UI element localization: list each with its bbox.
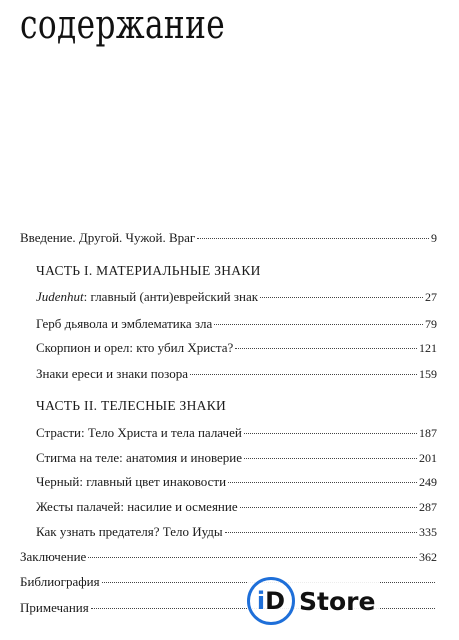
toc-entry-label: Введение. Другой. Чужой. Враг [20,230,196,245]
dot-leader [244,433,417,434]
toc-entry-judas[interactable] [36,524,437,540]
idstore-watermark [247,577,379,625]
toc-page-number: 27 [425,290,437,304]
logo-letter-i: i [256,587,266,615]
toc-entry-gestures[interactable] [36,499,437,515]
dot-leader [225,532,417,533]
idstore-logo-text: Store [299,586,376,616]
dot-leader [260,297,423,298]
toc-entry-label: Стигма на теле: анатомия и иноверие [36,450,243,465]
toc-entry-label-italic: Judenhut [36,289,84,304]
toc-page-number: 249 [419,475,437,489]
dot-leader [88,557,417,558]
toc-entry-label [36,289,258,305]
logo-letter-d: D [265,587,286,615]
dot-leader [244,458,417,459]
toc-page-number: 335 [419,525,437,539]
toc-entry-label: Библиография [20,574,100,589]
dot-leader [190,374,417,375]
dot-leader [197,238,429,239]
toc-page-number: 201 [419,451,437,465]
dot-leader [240,507,417,508]
part-heading-1: ЧАСТЬ I. МАТЕРИАЛЬНЫЕ ЗНАКИ [36,263,261,278]
toc-page-number: 287 [419,500,437,514]
toc-entry-label: Черный: главный цвет инаковости [36,474,227,489]
toc-page-number: 121 [419,341,437,355]
toc-entry-label: Примечания [20,600,89,615]
toc-entry-conclusion[interactable] [20,549,437,565]
idstore-logo-icon [247,577,295,625]
toc-entry-judenhut[interactable] [36,289,437,305]
dot-leader [235,348,417,349]
toc-page-number: 159 [419,367,437,381]
page-title: содержание [20,2,226,48]
toc-entry-label: Жесты палачей: насилие и осмеяние [36,499,238,514]
toc-entry-introduction[interactable] [20,230,437,246]
toc-entry-heresy-signs[interactable] [36,366,437,382]
toc-entry-label: Страсти: Тело Христа и тела палачей [36,425,242,440]
toc-page-number: 362 [419,550,437,564]
toc-entry-label: Скорпион и орел: кто убил Христа? [36,340,234,355]
toc-entry-label: Заключение [20,549,87,564]
toc-page-number: 187 [419,426,437,440]
toc-entry-label-rest: : главный (анти)еврейский знак [83,289,259,304]
toc-entry-stigma[interactable] [36,450,437,466]
toc-entry-passion[interactable] [36,425,437,441]
toc-entry-label: Знаки ереси и знаки позора [36,366,188,381]
toc-page-number: 79 [425,317,437,331]
dot-leader [228,482,417,483]
toc-entry-scorpion-and-eagle[interactable] [36,340,437,356]
toc-entry-label: Герб дьявола и эмблематика зла [36,316,213,331]
dot-leader [214,324,423,325]
toc-page-number: 9 [431,231,437,245]
toc-entry-devil-coat-of-arms[interactable] [36,316,437,332]
toc-entry-label: Как узнать предателя? Тело Иуды [36,524,223,539]
part-heading-2: ЧАСТЬ II. ТЕЛЕСНЫЕ ЗНАКИ [36,398,227,413]
toc-entry-black[interactable] [36,474,437,490]
